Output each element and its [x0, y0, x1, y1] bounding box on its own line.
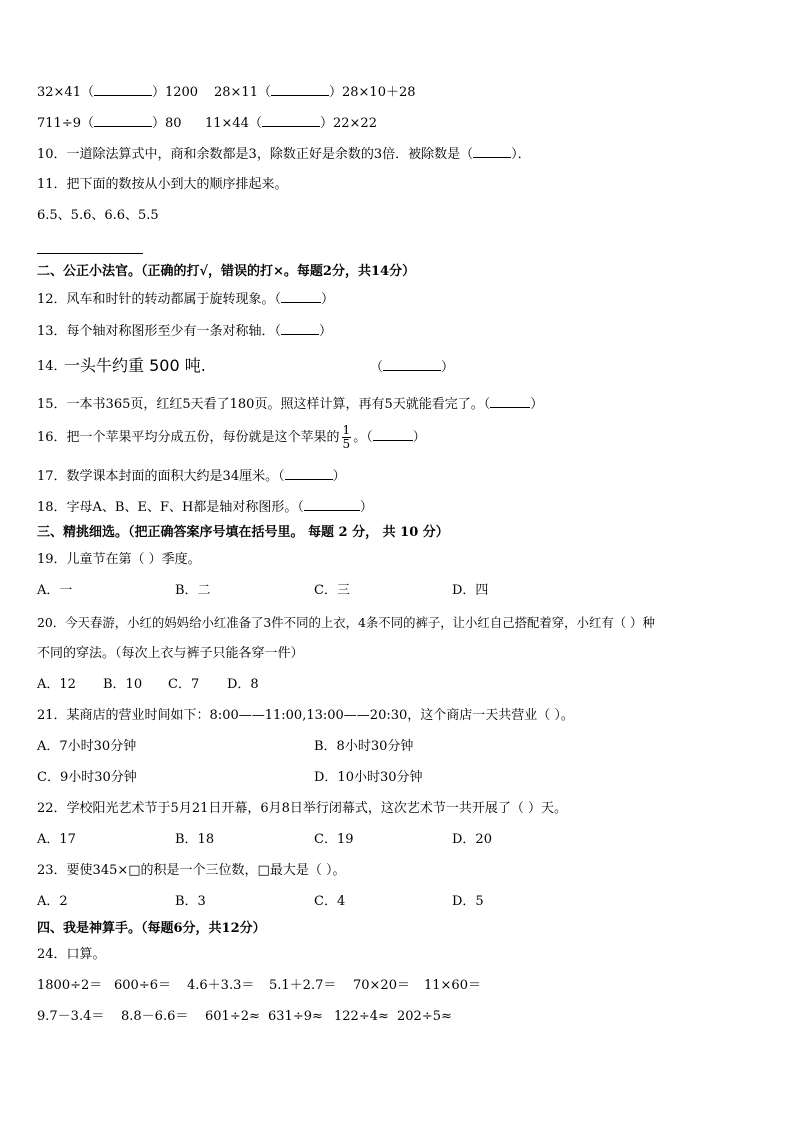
question-15-end: ） — [530, 397, 544, 412]
answer-blank[interactable] — [281, 323, 319, 335]
answer-blank[interactable] — [304, 499, 360, 511]
oral-calc-item: 4.6＋3.3＝ — [187, 978, 255, 993]
option-a[interactable]: A．一 — [37, 583, 73, 598]
question-20-line-2: 不同的穿法。（每次上衣与裤子只能各穿一件） — [37, 646, 304, 661]
oral-calc-item: 601÷2≈ — [205, 1009, 260, 1024]
question-12-end: ） — [321, 292, 335, 307]
question-13 — [37, 323, 332, 340]
question-19: 19．儿童节在第（ ）季度。 — [37, 552, 201, 567]
compare-2a — [37, 115, 182, 132]
question-13-text: 13．每个轴对称图形至少有一条对称轴．（ — [37, 324, 282, 339]
compare-2b-left: 11×44（ — [205, 116, 262, 131]
compare-2b — [205, 115, 377, 132]
section-4-title: 四、我是神算手。（每题6分，共12分） — [37, 921, 266, 936]
fraction-denominator: 5 — [342, 437, 351, 451]
compare-1a — [37, 84, 198, 101]
option-c[interactable]: C．7 — [168, 677, 200, 692]
question-15-text: 15．一本书365页，红红5天看了180页。照这样计算，再有5天就能看完了。（ — [37, 397, 491, 412]
option-d[interactable]: D．20 — [452, 832, 492, 847]
oral-calc-item: 631÷9≈ — [268, 1009, 323, 1024]
question-13-end: ） — [319, 324, 333, 339]
question-22: 22．学校阳光艺术节于5月21日开幕，6月8日举行闭幕式，这次艺术节一共开展了（ ）天。 — [37, 801, 568, 816]
question-16-end: ） — [412, 430, 426, 445]
compare-1b — [214, 84, 416, 101]
compare-1a-right: ）1200 — [151, 85, 199, 100]
question-17-end: ） — [332, 469, 346, 484]
question-21: 21．某商店的营业时间如下：8:00——11:00,13:00——20:30，这个商店一天共营业（ ）。 — [37, 708, 574, 723]
compare-2a-left: 711÷9（ — [37, 116, 94, 131]
answer-blank[interactable] — [94, 84, 152, 96]
answer-blank[interactable] — [490, 396, 530, 408]
question-16-after: 。（ — [353, 430, 373, 445]
oral-calc-item: 9.7－3.4＝ — [37, 1009, 105, 1024]
question-10-end: ）． — [511, 147, 531, 162]
compare-2a-right: ）80 — [151, 116, 182, 131]
oral-calc-item: 122÷4≈ — [334, 1009, 389, 1024]
question-17 — [37, 468, 346, 485]
option-d[interactable]: D．10小时30分钟 — [314, 770, 423, 785]
option-d[interactable]: D．8 — [227, 677, 259, 692]
answer-line[interactable] — [37, 253, 143, 254]
question-18-end: ） — [359, 500, 373, 515]
oral-calc-item: 600÷6＝ — [114, 978, 171, 993]
question-24: 24．口算。 — [37, 947, 106, 962]
section-2-title: 二、公正小法官。（正确的打√，错误的打×。每题2分，共14分） — [37, 264, 416, 279]
question-17-text: 17．数学课本封面的面积大约是34厘米。（ — [37, 469, 285, 484]
oral-calc-item: 8.8－6.6＝ — [121, 1009, 189, 1024]
answer-blank[interactable] — [373, 429, 413, 441]
question-14-end: ） — [441, 360, 455, 375]
option-a[interactable]: A．17 — [37, 832, 76, 847]
option-b[interactable]: B．3 — [175, 894, 206, 909]
answer-blank[interactable] — [281, 291, 321, 303]
option-d[interactable]: D．四 — [452, 583, 489, 598]
option-c[interactable]: C．9小时30分钟 — [37, 770, 137, 785]
compare-2b-right: ）22×22 — [319, 116, 377, 131]
question-18 — [37, 499, 373, 516]
question-11: 11．把下面的数按从小到大的顺序排起来。 — [37, 177, 288, 192]
question-12 — [37, 291, 334, 308]
option-b[interactable]: B．18 — [175, 832, 215, 847]
compare-1b-left: 28×11（ — [214, 85, 271, 100]
answer-blank[interactable] — [94, 115, 152, 127]
option-b[interactable]: B．10 — [103, 677, 143, 692]
question-10 — [37, 146, 531, 163]
option-b[interactable]: B．二 — [175, 583, 211, 598]
question-14-number: 14． — [37, 359, 67, 374]
question-14-text: 一头牛约重 500 吨. — [64, 356, 206, 375]
compare-1b-right: ）28×10＋28 — [328, 85, 416, 100]
oral-calc-item: 70×20＝ — [353, 978, 410, 993]
answer-blank[interactable] — [271, 84, 329, 96]
answer-blank[interactable] — [285, 468, 333, 480]
option-c[interactable]: C．4 — [314, 894, 346, 909]
option-a[interactable]: A．12 — [37, 677, 76, 692]
option-a[interactable]: A．2 — [37, 894, 68, 909]
question-11-numbers: 6.5、5.6、6.6、5.5 — [37, 208, 159, 223]
answer-blank[interactable] — [473, 146, 511, 158]
question-16 — [37, 422, 426, 454]
question-15 — [37, 396, 543, 413]
question-20-line-1: 20．今天春游，小红的妈妈给小红准备了3件不同的上衣，4条不同的裤子，让小红自己搭配着穿，小红有（ ）种 — [37, 615, 655, 630]
option-a[interactable]: A．7小时30分钟 — [37, 739, 137, 754]
question-14-open: （ — [370, 360, 384, 375]
question-12-text: 12．风车和时针的转动都属于旋转现象。（ — [37, 292, 282, 307]
question-10-text: 10．一道除法算式中，商和余数都是3，除数正好是余数的3倍．被除数是（ — [37, 147, 474, 162]
option-b[interactable]: B．8小时30分钟 — [314, 739, 414, 754]
question-18-text: 18．字母A、B、E、F、H都是轴对称图形。（ — [37, 500, 304, 515]
section-3-title: 三、精挑细选。（把正确答案序号填在括号里。 每题 2 分， 共 10 分） — [37, 525, 449, 540]
fraction — [342, 424, 352, 451]
compare-1a-left: 32×41（ — [37, 85, 94, 100]
question-16-text: 16．把一个苹果平均分成五份，每份就是这个苹果的 — [37, 430, 340, 445]
answer-blank[interactable] — [383, 359, 441, 371]
fraction-numerator: 1 — [342, 423, 351, 437]
option-c[interactable]: C．19 — [314, 832, 354, 847]
oral-calc-item: 1800÷2＝ — [37, 978, 103, 993]
answer-blank[interactable] — [262, 115, 320, 127]
oral-calc-item: 202÷5≈ — [397, 1009, 452, 1024]
option-c[interactable]: C．三 — [314, 583, 350, 598]
option-d[interactable]: D．5 — [452, 894, 484, 909]
question-14-answer — [370, 359, 454, 376]
question-23: 23．要使345×□的积是一个三位数，□最大是（ ）。 — [37, 863, 346, 878]
oral-calc-item: 5.1＋2.7＝ — [269, 978, 337, 993]
oral-calc-item: 11×60＝ — [424, 978, 481, 993]
